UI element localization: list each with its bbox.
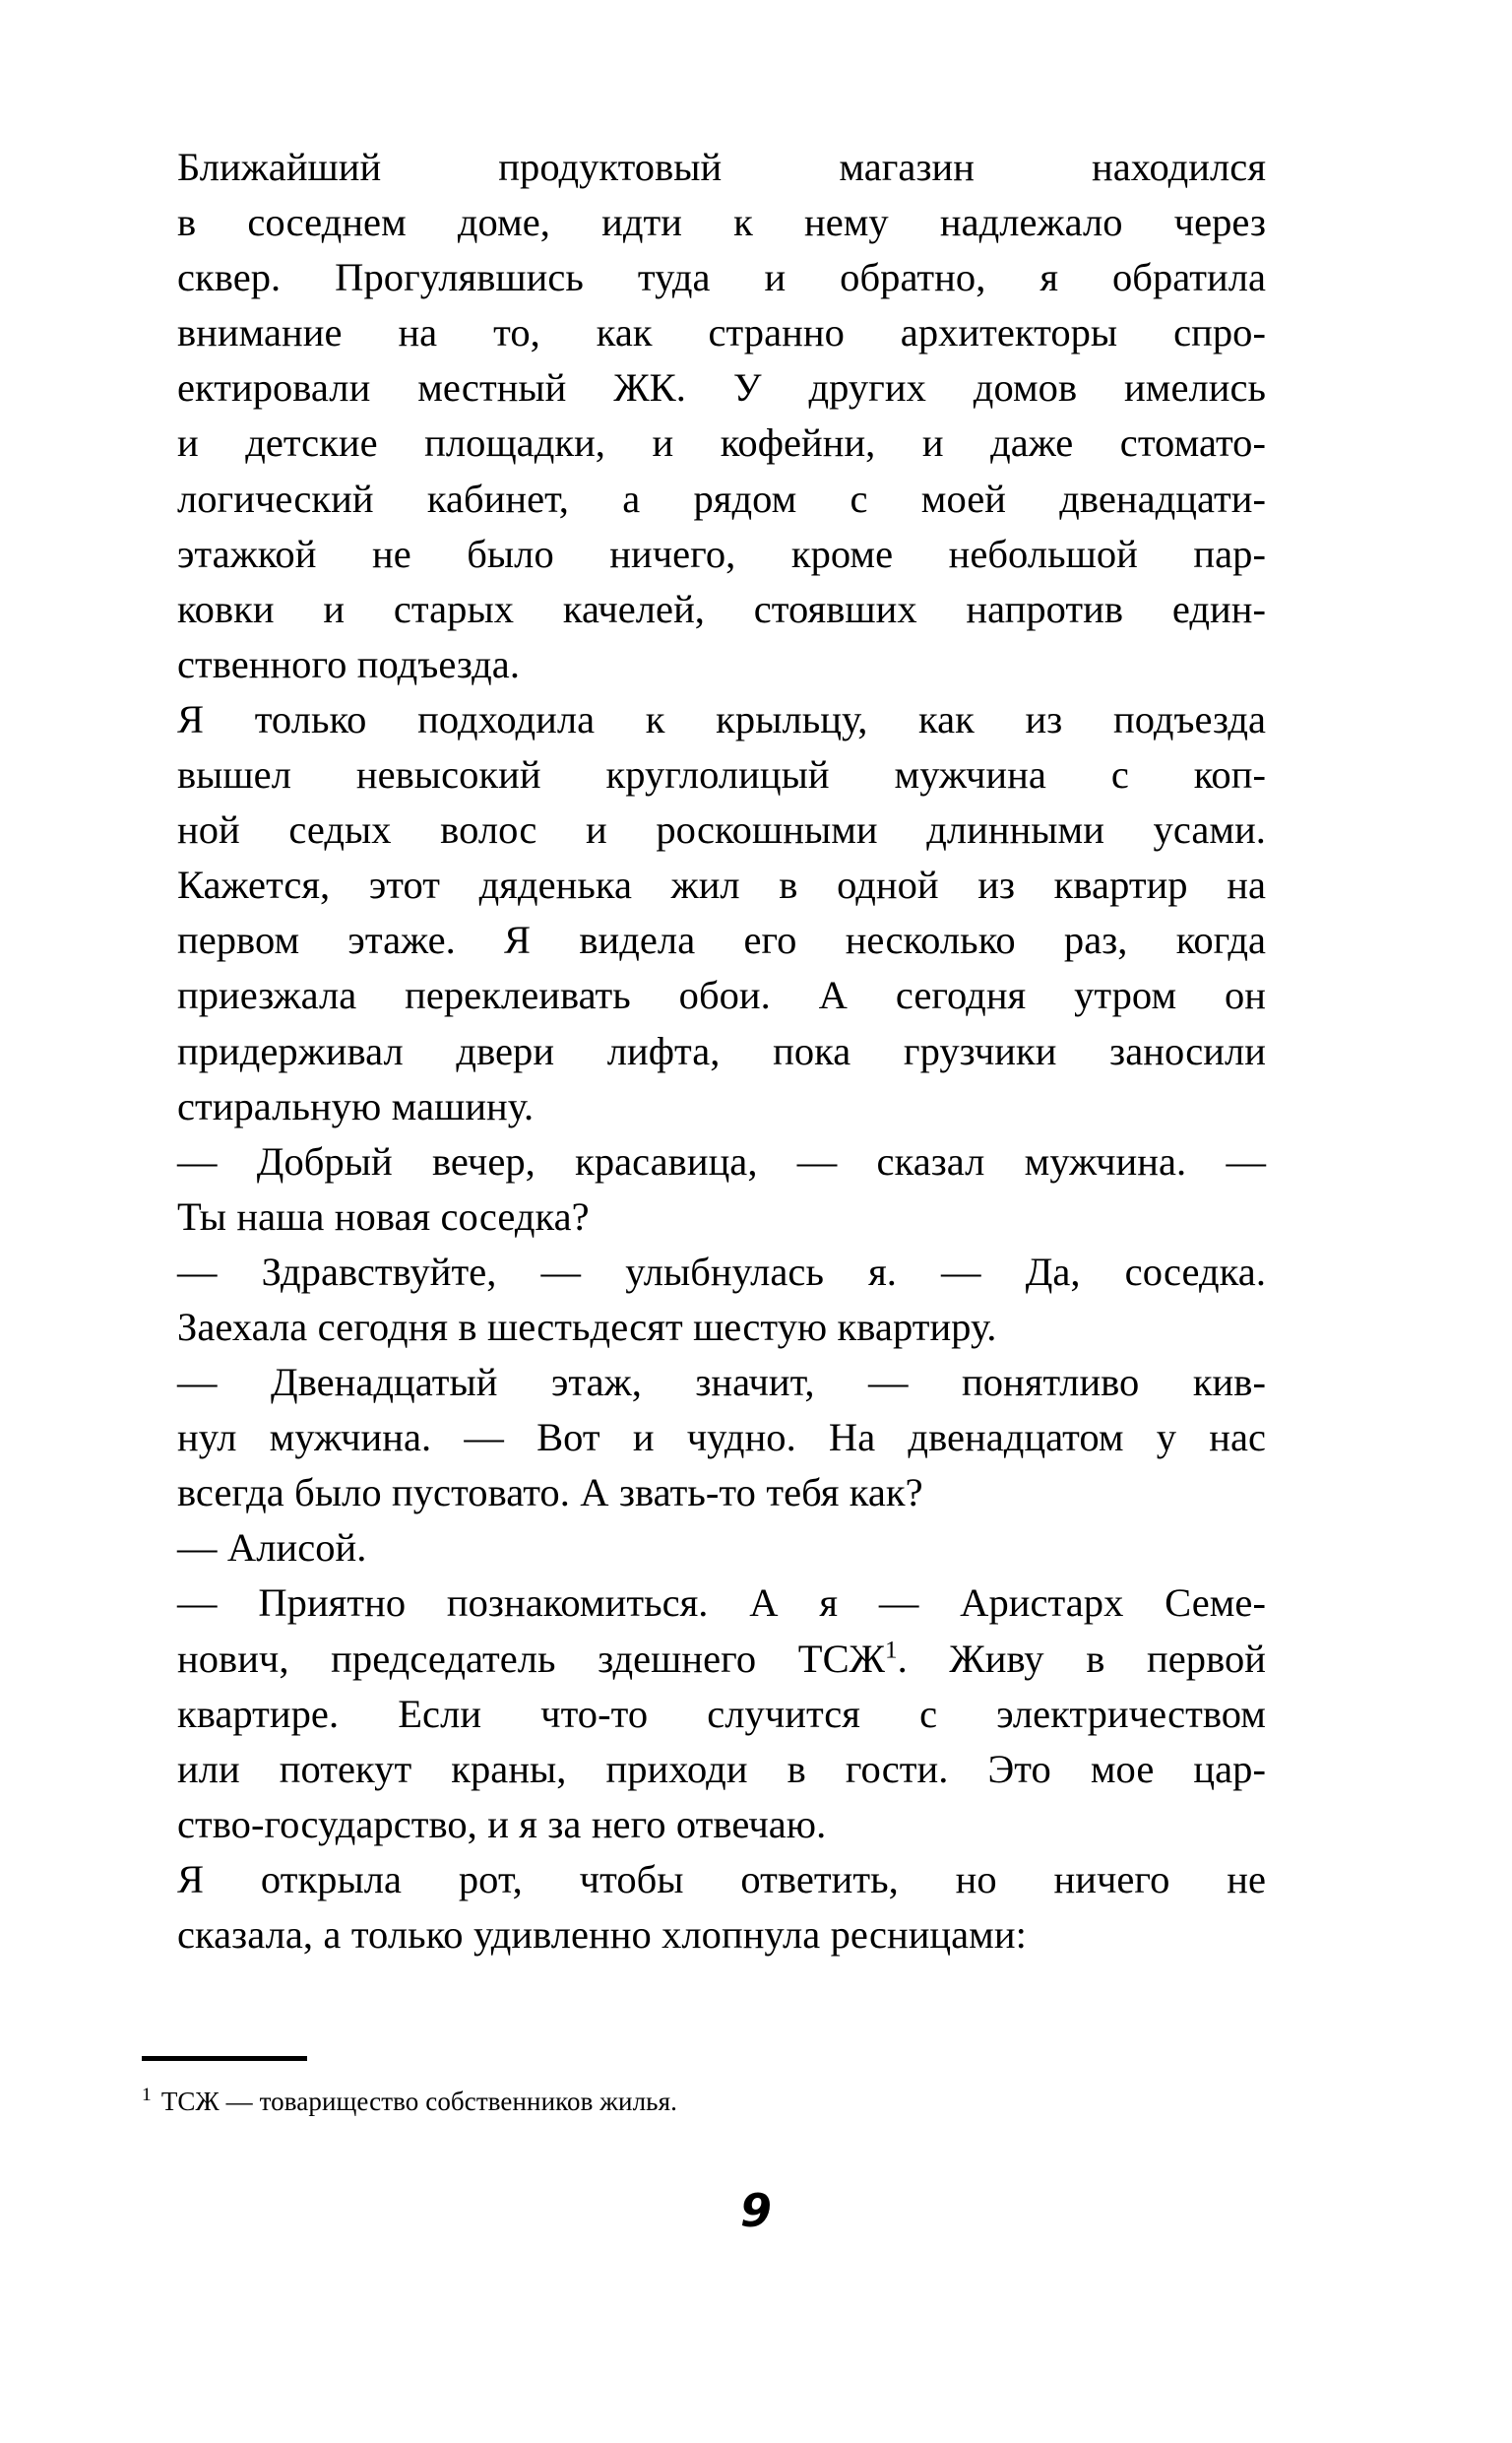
text-line: — Двенадцатый этаж, значит, — понятливо кив- bbox=[177, 1360, 1266, 1405]
text-line: Ты наша новая соседка? bbox=[177, 1193, 590, 1239]
text-line: ство-государство, и я за него отвечаю. bbox=[177, 1801, 827, 1846]
text-line: — Приятно познакомиться. А я — Аристарх Семе- bbox=[177, 1580, 1266, 1626]
text-line: Заехала сегодня в шестьдесят шестую квартиру. bbox=[177, 1304, 997, 1349]
paragraph-dialogue bbox=[126, 1355, 1266, 1520]
text-line: Кажется, этот дяденька жил в одной из квартир на bbox=[177, 863, 1266, 908]
text-line: — Алисой. bbox=[177, 1525, 367, 1571]
footnote-marker: 1 bbox=[142, 2085, 152, 2105]
footnote-text: ТСЖ — товарищество собственников жилья. bbox=[160, 2087, 677, 2116]
paragraph-dialogue bbox=[126, 1575, 1266, 1851]
paragraph-dialogue bbox=[126, 1245, 1266, 1355]
text-line: ектировали местный ЖК. У других домов имелись bbox=[177, 365, 1266, 411]
text-line: первом этаже. Я видела его несколько раз, когда bbox=[177, 918, 1266, 963]
text-line: Ближайший продуктовый магазин находился bbox=[177, 145, 1266, 189]
text-line: стиральную машину. bbox=[177, 1083, 535, 1128]
paragraph-dialogue bbox=[126, 1520, 1266, 1575]
text-line: Я только подходила к крыльцу, как из подъезда bbox=[177, 696, 1266, 741]
text-line: и детские площадки, и кофейни, и даже стомато- bbox=[177, 420, 1266, 466]
text-line: — Здравствуйте, — улыбнулась я. — Да, соседка. bbox=[177, 1249, 1266, 1294]
page-number: 9 bbox=[739, 2184, 772, 2237]
paragraph bbox=[126, 692, 1266, 1134]
body-text-block bbox=[126, 140, 1266, 1962]
text-line: логический кабинет, а рядом с моей двенадцати- bbox=[177, 476, 1266, 521]
text-line: квартире. Если что-то случится с электричеством bbox=[177, 1691, 1266, 1736]
text-line: этажкой не было ничего, кроме небольшой пар- bbox=[177, 531, 1266, 576]
text-line-with-footnote-ref: нович, председатель здешнего ТСЖ$^1$. Живу в первой bbox=[177, 1636, 1266, 1681]
footnote-reference: 1 bbox=[884, 1637, 898, 1664]
text-line: ственного подъезда. bbox=[177, 641, 521, 686]
text-line: приезжала переклеивать обои. А сегодня утром он bbox=[177, 973, 1266, 1018]
text-line: ной седых волос и роскошными длинными усами. bbox=[177, 807, 1266, 853]
paragraph bbox=[126, 140, 1266, 692]
text-line: сказала, а только удивленно хлопнула ресницами: bbox=[177, 1912, 1027, 1957]
text-line: в соседнем доме, идти к нему надлежало через bbox=[177, 200, 1266, 245]
text-line: нул мужчина. — Вот и чудно. На двенадцатом у нас bbox=[177, 1415, 1266, 1460]
text-line: или потекут краны, приходи в гости. Это мое цар- bbox=[177, 1746, 1266, 1791]
text-line: ковки и старых качелей, стоявших напротив един- bbox=[177, 586, 1266, 631]
text-line: вышел невысокий круглолицый мужчина с коп- bbox=[177, 752, 1266, 798]
text-line: внимание на то, как странно архитекторы спро- bbox=[177, 310, 1266, 355]
text-line: сквер. Прогулявшись туда и обратно, я обратила bbox=[177, 255, 1266, 300]
footnote-entry bbox=[142, 2085, 1266, 2118]
paragraph bbox=[126, 1852, 1266, 1962]
footnote-separator-rule bbox=[142, 2056, 307, 2061]
text-line: придерживал двери лифта, пока грузчики заносили bbox=[177, 1028, 1266, 1073]
paragraph-dialogue bbox=[126, 1134, 1266, 1245]
text-line: всегда было пустовато. А звать-то тебя как? bbox=[177, 1470, 923, 1515]
footnote-area bbox=[126, 2056, 1266, 2118]
text-line: Я открыла рот, чтобы ответить, но ничего не bbox=[177, 1856, 1266, 1901]
text-line: — Добрый вечер, красавица, — сказал мужчина. — bbox=[177, 1138, 1266, 1184]
